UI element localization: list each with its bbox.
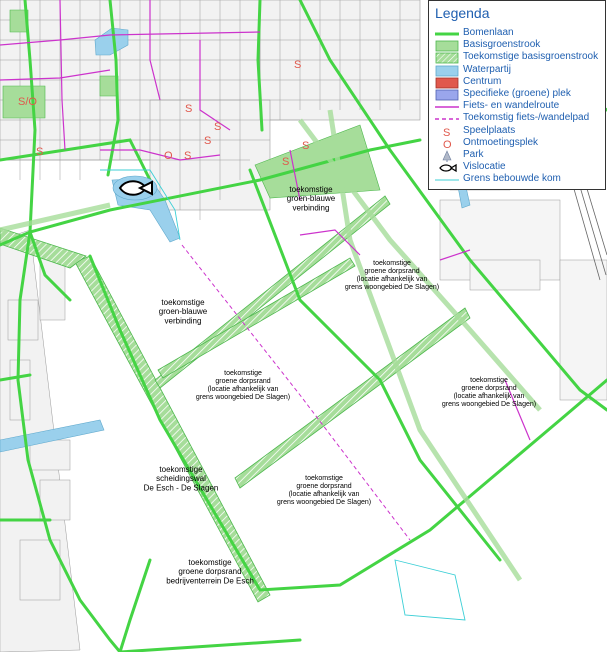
- legend: [428, 0, 606, 190]
- legend-item-basisgroenstrook: [429, 39, 607, 51]
- legend-item-label: Speelplaats: [463, 124, 516, 136]
- legend-item-label: Toekomstige basisgroenstrook: [463, 51, 599, 63]
- legend-item-speelplaats: [429, 125, 607, 137]
- legend-item-label: Toekomstig fiets-/wandelpad: [463, 112, 590, 124]
- map-label-line: toekomstige: [161, 298, 205, 307]
- legend-item-fietsroute: [429, 100, 607, 112]
- map-label-line: grens woongebied De Slagen): [276, 499, 372, 507]
- legend-item-specifieke-plek: [429, 88, 607, 100]
- map-label-line: (locatie afhankelijk van: [207, 386, 279, 394]
- legend-item-label: Specifieke (groene) plek: [463, 88, 571, 99]
- legend-item-label: Vislocatie: [463, 161, 506, 173]
- legend-item-label: Basisgroenstrook: [463, 39, 541, 51]
- map-label-line: toekomstige: [305, 475, 343, 482]
- map-label-line: groen-blauwe: [158, 307, 208, 317]
- map-label-line: grens woongebied De Slagen): [441, 401, 537, 409]
- map-label-line: grens woongebied De Slagen): [344, 284, 440, 292]
- map-label-line: (locatie afhankelijk van: [453, 393, 525, 401]
- legend-title: Legenda: [435, 5, 490, 21]
- map-label-line: groene dorpsrand: [364, 268, 420, 276]
- svg-text:S: S: [443, 126, 451, 138]
- legend-item-ontmoetingsplek: [429, 137, 607, 149]
- legend-item-waterpartij: [429, 64, 607, 76]
- park-icon: [435, 149, 459, 161]
- speelplaats-symbol: S: [302, 140, 310, 152]
- speelplaats-icon: [435, 125, 459, 137]
- speelplaats-symbol: S: [184, 150, 192, 162]
- legend-item-vislocatie: [429, 161, 607, 173]
- map-label-line: grens woongebied De Slagen): [195, 394, 291, 402]
- fietsroute-icon: [435, 100, 459, 112]
- label-groen-blauw-west: [159, 298, 208, 325]
- centrum-icon: [435, 76, 459, 88]
- map-label-line: groen-blauwe: [286, 194, 336, 204]
- legend-item-park: [429, 149, 607, 161]
- toekomstige-basisgroenstrook-icon: [435, 51, 459, 63]
- legend-item-label: Bomenlaan: [463, 27, 514, 38]
- specifieke-plek-icon: [435, 88, 459, 100]
- speelplaats-symbol: S: [214, 121, 222, 133]
- speelplaats-symbol: S: [294, 59, 302, 71]
- map-label-line: verbinding: [292, 203, 330, 213]
- grens-bebouwde-kom-icon: [435, 173, 459, 185]
- map-label-line: groene dorpsrand: [296, 483, 352, 491]
- legend-item-centrum: [429, 76, 607, 88]
- speelplaats-symbol: S: [204, 135, 212, 147]
- map-label-line: (locatie afhankelijk van: [356, 276, 428, 284]
- ontmoetingsplek-icon: [435, 137, 459, 149]
- waterpartij-icon: [435, 64, 459, 76]
- map-label-line: groene dorpsrand: [215, 378, 271, 386]
- map-label-line: (locatie afhankelijk van: [288, 491, 360, 499]
- speelplaats-symbol: S: [36, 146, 44, 158]
- bomenlaan-icon: [435, 27, 459, 39]
- map-label-line: toekomstige: [470, 377, 508, 384]
- basisgroenstrook-icon: [435, 39, 459, 51]
- map-label-line: groene dorpsrand: [461, 385, 517, 393]
- speelplaats-symbol: S: [282, 156, 290, 168]
- map-label-line: scheidingswal: [156, 474, 206, 484]
- map-label-line: De Esch - De Slagen: [143, 483, 219, 493]
- map-label-line: toekomstige: [373, 260, 411, 267]
- svg-text:O: O: [443, 138, 452, 150]
- legend-item-label: Centrum: [463, 75, 502, 87]
- legend-item-label: Ontmoetingsplek: [463, 136, 539, 148]
- ontmoetingsplek-symbol: O: [164, 150, 173, 162]
- map-label-line: verbinding: [164, 316, 202, 326]
- legend-item-label: Fiets- en wandelroute: [463, 100, 560, 112]
- legend-item-grens-bebouwde-kom: [429, 173, 607, 185]
- label-groen-blauw-noord: [287, 185, 336, 212]
- speelplaats-symbol: S: [185, 103, 193, 115]
- legend-item-toekomstig-fietspad: [429, 112, 607, 124]
- legend-item-bomenlaan: [429, 27, 607, 39]
- map-label-line: groene dorpsrand: [178, 567, 242, 577]
- legend-item-label: Grens bebouwde kom: [463, 173, 561, 185]
- speelplaats-ontmoetingsplek-symbol: S/O: [18, 96, 37, 108]
- map-label-line: toekomstige: [289, 185, 333, 194]
- toekomstig-fietspad-icon: [435, 112, 459, 124]
- map-label-line: toekomstige: [224, 370, 262, 377]
- map-label-line: toekomstige: [188, 558, 232, 567]
- vislocatie-icon: [435, 161, 459, 173]
- legend-item-label: Park: [463, 149, 484, 160]
- map-label-line: bedrijventerrein De Esch: [166, 576, 254, 586]
- legend-item-label: Waterpartij: [463, 63, 511, 75]
- map-label-line: toekomstige: [159, 465, 203, 474]
- legend-item-toekomstige-basisgroenstrook: [429, 51, 607, 63]
